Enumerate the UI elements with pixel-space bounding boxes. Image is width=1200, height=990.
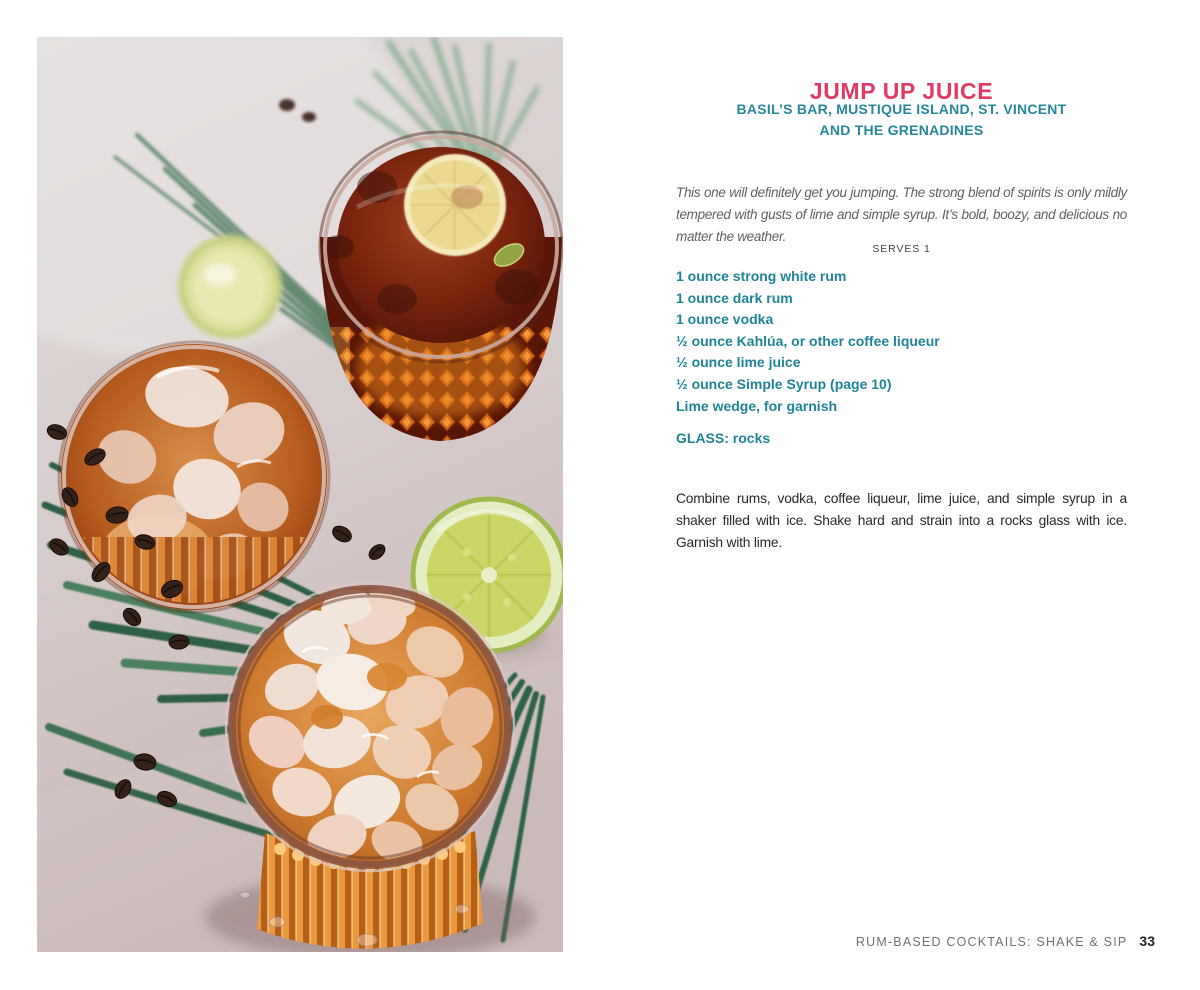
ingredient-item: ½ ounce Simple Syrup (page 10) <box>676 375 892 392</box>
recipe-column <box>676 0 1127 990</box>
ingredient-list <box>676 266 1127 417</box>
lime-slice-blurred <box>178 235 282 339</box>
recipe-title: JUMP UP JUICE <box>809 78 994 105</box>
footer-section-title: RUM-BASED COCKTAILS: SHAKE & SIP <box>855 935 1128 949</box>
subtitle-line-2: AND THE GRENADINES <box>819 122 984 138</box>
ingredient-item: 1 ounce vodka <box>676 311 774 328</box>
ingredient-item: ½ ounce lime juice <box>676 354 801 371</box>
ingredient-item: ½ ounce Kahlúa, or other coffee liqueur <box>676 332 940 349</box>
glass-type-label: GLASS: rocks <box>676 430 771 446</box>
lemon-slice-in-drink <box>407 157 503 253</box>
ingredient-item: 1 ounce strong white rum <box>676 268 847 284</box>
recipe-instructions: Combine rums, vodka, coffee liqueur, lime juice, and simple syrup in a shaker filled with ice. Shake hard and strain into a rocks glass with ice. Garnish with lime. <box>676 490 1127 551</box>
recipe-subtitle <box>676 99 1127 141</box>
cocktail-photo <box>37 37 563 952</box>
serves-label: SERVES 1 <box>872 243 931 255</box>
recipe-description: This one will definitely get you jumping. The strong blend of spirits is only mildly tempered with gusts of lime and simple syrup. It’s bold, boozy, and delicious no matter the weather. <box>676 184 1127 245</box>
subtitle-line-1: BASIL’S BAR, MUSTIQUE ISLAND, ST. VINCENT <box>736 101 1067 117</box>
ingredient-item: Lime wedge, for garnish <box>676 397 838 414</box>
cocktail-photo-illustration <box>37 37 563 952</box>
footer-page-number: 33 <box>1139 933 1155 949</box>
page-footer <box>856 933 1155 949</box>
ingredient-item: 1 ounce dark rum <box>676 289 793 306</box>
